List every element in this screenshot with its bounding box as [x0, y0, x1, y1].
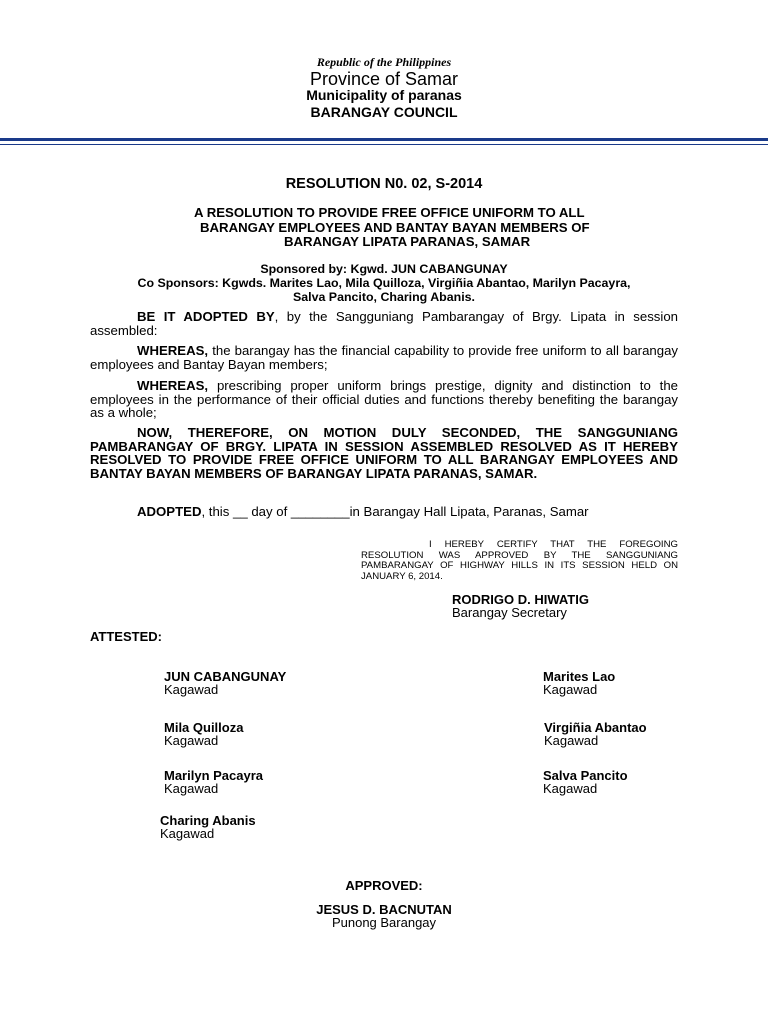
- paragraph-now-therefore: NOW, THEREFORE, ON MOTION DULY SECONDED, THE SANGGUNIANG PAMBARANGAY OF BRGY. LIPATA IN SESSION ASSEMBLED RESOLVED AS IT HEREBY RESOLVED TO PROVIDE FREE OFFICE UNIFORM TO ALL BARANGAY EMPLOYEES AND BANTAY BAYAN MEMBERS OF BARANGAY LIPATA PARANAS, SAMAR.: [90, 425, 678, 481]
- signatory-charing-abanis: [160, 814, 256, 840]
- signatory-salva-pancito: [543, 769, 628, 795]
- paragraph-text: , by the Sangguniang Pambarangay of Brgy. Lipata in session assembled:: [90, 309, 678, 338]
- co-sponsors-line-2: Salva Pancito, Charing Abanis.: [292, 290, 475, 304]
- province-title: Province of Samar: [309, 69, 459, 89]
- resolution-number: RESOLUTION N0. 02, S-2014: [285, 176, 483, 192]
- signatory-name: Marilyn Pacayra: [164, 768, 264, 783]
- certification-text: I HEREBY CERTIFY THAT THE FOREGOING RESOLUTION WAS APPROVED BY THE SANGGUNIANG PAMBARANGAY OF HIGHWAY HILLS IN ITS SESSION HELD ON JANUARY 6, 2014.: [361, 539, 678, 582]
- signatory-name: Charing Abanis: [160, 813, 256, 828]
- paragraph-lead: BE IT ADOPTED BY: [137, 309, 275, 324]
- signatory-title: Kagawad: [160, 826, 215, 841]
- adopted-lead: ADOPTED: [137, 504, 202, 519]
- attested-label: ATTESTED:: [90, 629, 162, 644]
- signatory-title: Kagawad: [164, 682, 219, 697]
- signatory-title: Kagawad: [164, 733, 219, 748]
- resolution-title-line-1: A RESOLUTION TO PROVIDE FREE OFFICE UNIFORM TO ALL: [194, 205, 585, 220]
- paragraph-whereas-1: [90, 344, 678, 371]
- signatory-mila-quilloza: [164, 721, 243, 747]
- signatory-name: Mila Quilloza: [164, 720, 244, 735]
- paragraph-lead: WHEREAS,: [137, 378, 209, 393]
- header-divider-thin: [0, 144, 768, 145]
- signatory-name: Virgiñia Abantao: [544, 720, 647, 735]
- republic-line: Republic of the Philippines: [316, 55, 452, 69]
- signatory-name: JUN CABANGUNAY: [164, 669, 287, 684]
- resolution-title-line-3: BARANGAY LIPATA PARANAS, SAMAR: [284, 234, 531, 249]
- signatory-name: Marites Lao: [543, 669, 616, 684]
- paragraph-whereas-2: [90, 379, 678, 420]
- signatory-marilyn-pacayra: [164, 769, 263, 795]
- signatory-title: Kagawad: [164, 781, 219, 796]
- punong-barangay-title: Punong Barangay: [331, 915, 437, 930]
- paragraph-be-it-adopted: [90, 310, 678, 337]
- municipality-title: Municipality of paranas: [306, 87, 462, 103]
- signatory-name: Salva Pancito: [543, 768, 628, 783]
- council-title: BARANGAY COUNCIL: [310, 104, 458, 120]
- header-divider: [0, 138, 768, 141]
- co-sponsors-line-1: Co Sponsors: Kgwds. Marites Lao, Mila Quilloza, Virgiñia Abantao, Marilyn Pacayra,: [137, 276, 631, 290]
- adopted-text: , this __ day of ________in Barangay Hall Lipata, Paranas, Samar: [201, 504, 589, 519]
- secretary-title: Barangay Secretary: [452, 605, 567, 620]
- signatory-title: Kagawad: [543, 781, 598, 796]
- approved-label: APPROVED:: [345, 878, 423, 893]
- paragraph-text: prescribing proper uniform brings prestige, dignity and distinction to the employees in the performance of their official duties and functions thereby benefiting the barangay as a whole;: [90, 378, 678, 421]
- signatory-jun-cabangunay: [164, 670, 286, 696]
- sponsor-line: Sponsored by: Kgwd. JUN CABANGUNAY: [260, 262, 508, 276]
- paragraph-text: the barangay has the financial capability to provide free uniform to all barangay employees and Bantay Bayan members;: [90, 343, 678, 372]
- resolution-title-line-2: BARANGAY EMPLOYEES AND BANTAY BAYAN MEMBERS OF: [200, 220, 590, 235]
- secretary-name: RODRIGO D. HIWATIG: [452, 592, 589, 607]
- signatory-title: Kagawad: [543, 682, 598, 697]
- signatory-virginia-abantao: [544, 721, 647, 747]
- punong-barangay-name: JESUS D. BACNUTAN: [316, 902, 452, 917]
- paragraph-lead: WHEREAS,: [137, 343, 209, 358]
- signatory-title: Kagawad: [544, 733, 599, 748]
- signatory-marites-lao: [543, 670, 615, 696]
- adopted-line: [137, 505, 589, 519]
